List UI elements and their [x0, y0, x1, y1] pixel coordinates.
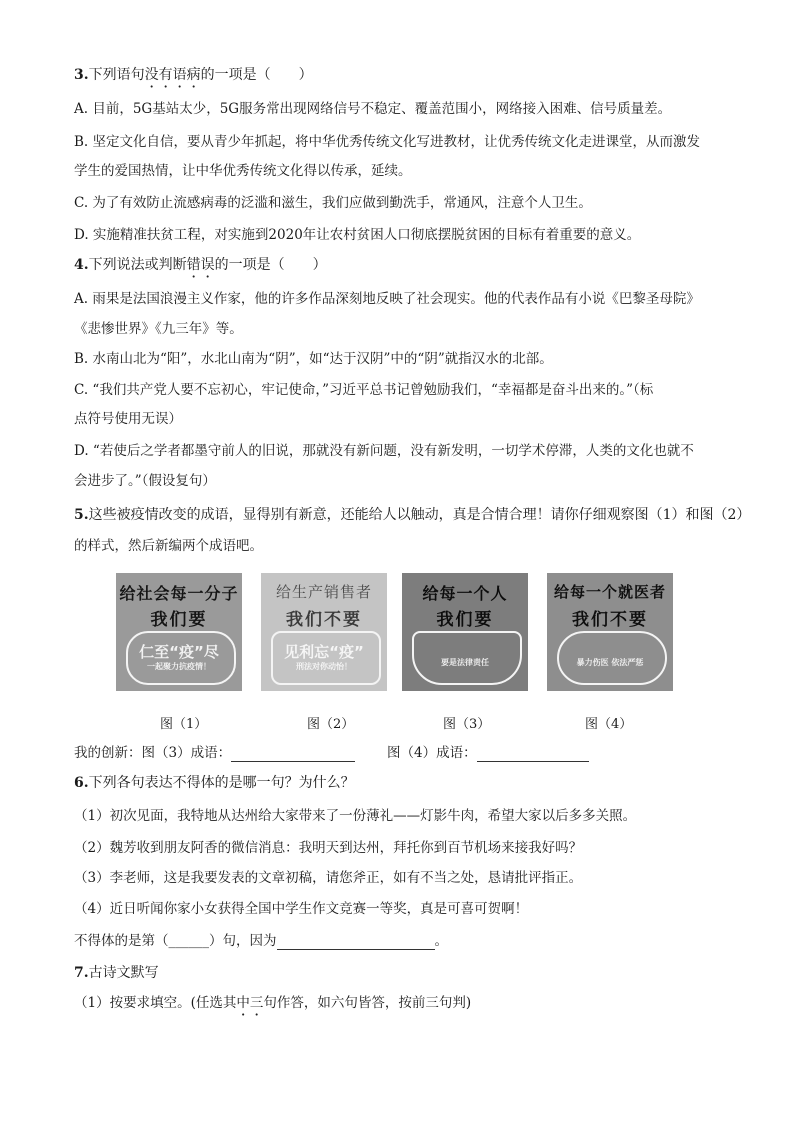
answer-blank-fig3[interactable] — [231, 747, 355, 762]
q3-option-b: B. 坚定文化自信，要从青少年抓起，将中华优秀传统文化写进教材，让优秀传统文化走进课堂，从而激发 — [74, 134, 701, 150]
poster-top-text: 给社会每一分子 — [119, 584, 239, 603]
q4-option-c: C. “我们共产党人要不忘初心，牢记使命，”习近平总书记曾勉励我们，“幸福都是奋斗出来的。”（标 — [74, 382, 654, 398]
q4-option-b: B. 水南山北为“阳”，水北山南为“阴”，如“达于汉阴”中的“阴”就指汉水的北部。 — [74, 351, 553, 367]
answer-label: 图（4）成语： — [387, 745, 477, 761]
poster-top-text: 给生产销售者 — [275, 583, 372, 601]
emphasis-char: 有 — [158, 67, 173, 83]
answer-blank-fig4[interactable] — [477, 747, 589, 762]
q3-option-b-cont: 学生的爱国热情，让中华优秀传统文化得以传承，延续。 — [74, 163, 412, 179]
question-7-title — [74, 964, 159, 982]
title-text: 下列语句 — [88, 67, 145, 83]
q3-option-c: C. 为了有效防止流感病毒的泛滥和滋生，我们应做到勤洗手，常通风，注意个人卫生。 — [74, 195, 592, 211]
poster-idiom: 见利忘“疫” — [284, 643, 364, 661]
poster-slogan: 刑法对你动怡！ — [296, 662, 352, 671]
title-text: 下列说法或判断 — [88, 257, 187, 273]
poster-slogan: 一起聚力抗疫情！ — [147, 662, 211, 671]
poster-figure-4 — [547, 573, 673, 691]
q3-option-d: D. 实施精准扶贫工程，对实施到2020年让农村贫困人口彻底摆脱贫困的目标有着重要的意义。 — [74, 227, 641, 243]
q5-answer-fig3 — [74, 744, 355, 762]
poster-slogan: 要是法律责任 — [441, 658, 489, 667]
q7-sub-1 — [74, 994, 471, 1012]
q5-answer-fig4 — [387, 744, 589, 762]
q6-sentence-2: （2）魏芳收到朋友阿香的微信消息：我明天到达州，拜托你到百节机场来接我好吗？ — [74, 840, 583, 856]
q4-option-d-cont: 会进步了。”（假设复句） — [74, 473, 216, 489]
q6-sentence-3: （3）李老师，这是我要发表的文章初稿，请您斧正，如有不当之处，恳请批评指正。 — [74, 870, 583, 886]
answer-label: 不得体的是第（______）句，因为 — [74, 933, 277, 949]
title-text: 古诗文默写 — [88, 965, 159, 981]
question-6-title — [74, 774, 355, 792]
answer-label: 我的创新：图（3）成语： — [74, 745, 232, 761]
emphasis-char: 病 — [186, 67, 201, 83]
poster-mid-text: 我们不要 — [572, 610, 648, 630]
q4-option-a: A. 雨果是法国浪漫主义作家，他的许多作品深刻地反映了社会现实。他的代表作品有小说《巴黎圣母院》 — [74, 291, 700, 307]
emphasis-char: 没 — [144, 67, 159, 83]
figure-caption-2: 图（2） — [307, 717, 355, 732]
q6-sentence-1: （1）初次见面，我特地从达州给大家带来了一份薄礼——灯影牛肉，希望大家以后多多关照。 — [74, 808, 637, 824]
poster-figure-2 — [261, 573, 387, 691]
emphasis-char: 中 — [236, 995, 250, 1011]
q6-answer — [74, 932, 448, 950]
question-number: 4. — [74, 257, 89, 273]
poster-mid-text: 我们不要 — [286, 610, 362, 630]
title-text: 的一项是（ ） — [200, 67, 313, 83]
poster-mid-text: 我们要 — [436, 610, 494, 630]
figure-caption-1: 图（1） — [160, 717, 208, 732]
poster-figure-1 — [116, 573, 242, 691]
question-number: 5. — [74, 507, 89, 523]
poster-top-text: 给每一个人 — [422, 584, 508, 603]
poster-slogan: 暴力伤医 依法严惩 — [576, 658, 644, 667]
emphasis-char: 误 — [200, 257, 215, 273]
question-3-title — [74, 66, 313, 84]
q4-option-a-cont: 《悲惨世界》《九三年》等。 — [74, 321, 243, 337]
q4-option-c-cont: 点符号使用无误） — [74, 411, 182, 427]
question-5-title — [74, 506, 750, 524]
title-text: 的一项是（ ） — [214, 257, 327, 273]
poster-top-text: 给每一个就医者 — [553, 583, 666, 601]
question-number: 7. — [74, 965, 89, 981]
emphasis-char: 错 — [186, 257, 201, 273]
figure-caption-4: 图（4） — [585, 717, 633, 732]
poster-mid-text: 我们要 — [150, 610, 208, 630]
emphasis-char: 三 — [249, 995, 264, 1011]
figure-caption-3: 图（3） — [443, 717, 491, 732]
question-5-title-cont: 的样式，然后新编两个成语吧。 — [74, 538, 263, 554]
q6-sentence-4: （4）近日听闻你家小女获得全国中学生作文竞赛一等奖，真是可喜可贺啊！ — [74, 901, 529, 917]
title-text: 这些被疫情改变的成语，显得别有新意，还能给人以触动，真是合情合理！请你仔细观察图（1）和图（2） — [88, 507, 751, 523]
question-number: 3. — [74, 67, 89, 83]
q4-option-d: D. “若使后之学者都墨守前人的旧说，那就没有新问题，没有新发明，一切学术停滞，人类的文化也就不 — [74, 443, 694, 459]
title-text: 下列各句表达不得体的是哪一句？为什么？ — [88, 775, 355, 791]
instruction-text: （1）按要求填空。(任选其 — [74, 995, 237, 1011]
answer-blank-reason[interactable] — [277, 935, 435, 950]
poster-figure-3 — [402, 573, 528, 691]
question-number: 6. — [74, 775, 89, 791]
question-4-title — [74, 256, 327, 274]
emphasis-char: 语 — [172, 67, 187, 83]
poster-idiom: 仁至“疫”尽 — [139, 643, 219, 661]
instruction-text: 句作答，如六句皆答，按前三句判) — [263, 995, 472, 1011]
q3-option-a: A. 目前，5G基站太少，5G服务常出现网络信号不稳定、覆盖范围小，网络接入困难、信号质量差。 — [74, 101, 672, 117]
answer-end: 。 — [434, 933, 448, 949]
